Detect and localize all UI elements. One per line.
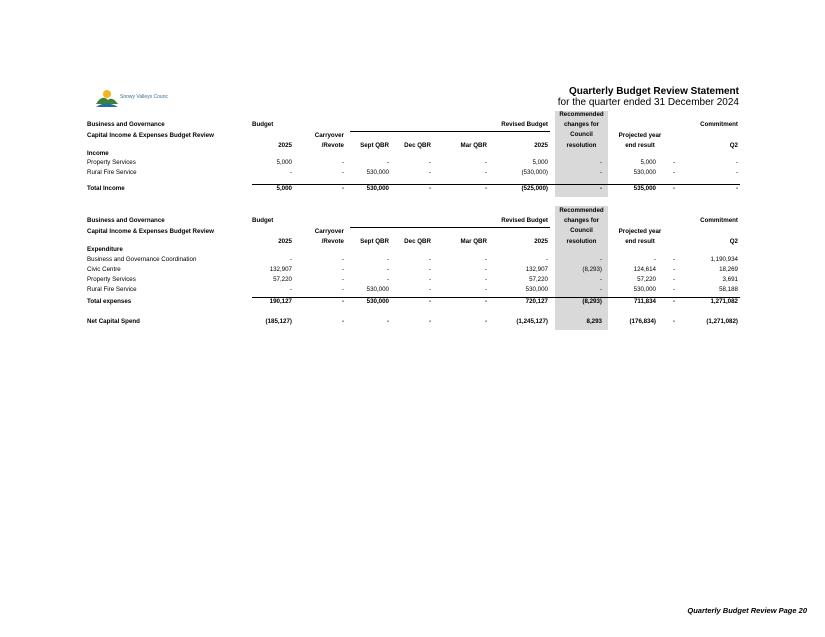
cell-sept: - (386, 266, 389, 273)
cell-budget: - (289, 286, 292, 293)
cell-revised: - (545, 256, 548, 263)
cell-sept: 530,000 (366, 169, 389, 176)
year-header: 2025 (534, 142, 548, 149)
cell-proj: 57,220 (637, 276, 656, 283)
projected-header: Projected year (618, 228, 662, 235)
cell-dec: - (428, 169, 431, 176)
cell-sept: - (386, 276, 389, 283)
recommended-header: Recommended (559, 207, 604, 214)
row-label: Property Services (87, 276, 136, 283)
row-label: Total Income (87, 185, 125, 192)
row-label: Rural Fire Service (87, 169, 137, 176)
row-label: Civic Centre (87, 266, 121, 273)
year-header: 2025 (534, 238, 548, 245)
cell-commit: - (735, 169, 738, 176)
row-label: Net Capital Spend (87, 318, 140, 325)
cell-commit: (1,271,082) (706, 318, 738, 325)
council-header: Council (570, 131, 593, 138)
group-label: Expenditure (87, 246, 123, 253)
cell-dec: - (428, 159, 431, 166)
cell-carry: - (341, 169, 344, 176)
recommended-header: Recommended (559, 111, 604, 118)
cell-sept: 530,000 (366, 298, 389, 305)
commitment-header: Commitment (700, 217, 738, 224)
page-title: Quarterly Budget Review Statement (568, 86, 739, 97)
page-subtitle: for the quarter ended 31 December 2024 (557, 97, 739, 108)
resolution-header: resolution (566, 142, 597, 149)
dec-qbr-header: Dec QBR (404, 142, 431, 149)
cell-dash: - (672, 286, 676, 293)
row-label: Total expenses (87, 298, 132, 305)
cell-dash: - (672, 266, 676, 273)
cell-carry: - (341, 159, 344, 166)
budget-header: Budget (252, 217, 274, 224)
cell-sept: - (386, 256, 389, 263)
revised-budget-header: Revised Budget (501, 121, 548, 128)
q2-header: Q2 (729, 238, 738, 245)
cell-dec: - (428, 266, 431, 273)
cell-mar: - (484, 286, 487, 293)
cell-budget: 5,000 (276, 185, 292, 192)
logo-wordmark: Snowy Valleys Council (120, 94, 168, 100)
page-footer: Quarterly Budget Review Page 20 (687, 606, 807, 615)
cell-revised: 720,127 (525, 298, 548, 305)
cell-dec: - (428, 256, 431, 263)
cell-proj: 124,614 (633, 266, 656, 273)
cell-commit: - (735, 185, 738, 192)
section-title: Business and Governance (87, 217, 165, 224)
cell-mar: - (484, 159, 487, 166)
budget-header: Budget (252, 121, 274, 128)
row-label: Rural Fire Service (87, 286, 137, 293)
subsection-title: Capital Income & Expenses Budget Review (87, 132, 214, 139)
sept-qbr-header: Sept QBR (360, 142, 389, 149)
cell-dec: - (428, 318, 431, 325)
cell-commit: - (735, 159, 738, 166)
cell-revised: (1,245,127) (516, 318, 548, 325)
cell-carry: - (341, 286, 344, 293)
cell-dash: - (672, 159, 676, 166)
cell-revised: 132,907 (525, 266, 548, 273)
cell-proj: 711,834 (633, 298, 656, 305)
cell-rec: (8,293) (582, 266, 602, 273)
cell-proj: 530,000 (633, 169, 656, 176)
cell-sept: - (386, 159, 389, 166)
end-result-header: end result (625, 238, 655, 245)
cell-carry: - (341, 298, 344, 305)
cell-dash: - (672, 185, 676, 192)
council-logo (96, 88, 168, 112)
revote-header: /Revote (321, 238, 344, 245)
cell-mar: - (484, 298, 487, 305)
cell-commit: 18,269 (719, 266, 738, 273)
cell-rec: - (599, 276, 602, 283)
cell-carry: - (341, 266, 344, 273)
cell-rec: - (599, 159, 602, 166)
cell-proj: (176,834) (629, 318, 656, 325)
carryover-header: Carryover (314, 228, 344, 235)
commitment-header: Commitment (700, 121, 738, 128)
cell-proj: 535,000 (633, 185, 656, 192)
cell-dash: - (672, 276, 676, 283)
cell-mar: - (484, 169, 487, 176)
recommended-header: changes for (563, 121, 600, 128)
cell-dec: - (428, 286, 431, 293)
cell-mar: - (484, 266, 487, 273)
cell-budget: (185,127) (265, 318, 292, 325)
cell-dec: - (428, 298, 431, 305)
cell-rec: 8,293 (586, 318, 602, 325)
divider (350, 227, 550, 228)
cell-proj: 5,000 (640, 159, 656, 166)
cell-mar: - (484, 318, 487, 325)
cell-budget: 132,907 (269, 266, 292, 273)
cell-dash: - (672, 169, 676, 176)
cell-budget: 190,127 (269, 298, 292, 305)
carryover-header: Carryover (314, 132, 344, 139)
cell-carry: - (341, 185, 344, 192)
recommended-header: changes for (563, 217, 600, 224)
cell-carry: - (341, 256, 344, 263)
cell-rec: (8,293) (582, 298, 602, 305)
section-title: Business and Governance (87, 121, 165, 128)
cell-sept: 530,000 (366, 286, 389, 293)
cell-revised: 530,000 (525, 286, 548, 293)
year-header: 2025 (278, 142, 292, 149)
projected-header: Projected year (618, 132, 662, 139)
cell-budget: - (289, 169, 292, 176)
mar-qbr-header: Mar QBR (460, 142, 487, 149)
cell-sept: - (386, 318, 389, 325)
cell-commit: 1,271,082 (710, 298, 738, 305)
q2-header: Q2 (729, 142, 738, 149)
cell-rec: - (599, 169, 602, 176)
cell-commit: 3,691 (722, 276, 738, 283)
cell-revised: 5,000 (532, 159, 548, 166)
cell-carry: - (341, 276, 344, 283)
year-header: 2025 (278, 238, 292, 245)
cell-revised: (530,000) (521, 169, 548, 176)
row-label: Business and Governance Coordination (87, 256, 197, 263)
cell-dash: - (672, 256, 676, 263)
sept-qbr-header: Sept QBR (360, 238, 389, 245)
cell-sept: 530,000 (366, 185, 389, 192)
cell-mar: - (484, 276, 487, 283)
subsection-title: Capital Income & Expenses Budget Review (87, 228, 214, 235)
cell-revised: 57,220 (529, 276, 548, 283)
group-label: Income (87, 150, 109, 157)
resolution-header: resolution (566, 238, 597, 245)
revised-budget-header: Revised Budget (501, 217, 548, 224)
council-header: Council (570, 227, 593, 234)
end-result-header: end result (625, 142, 655, 149)
cell-rec: - (599, 286, 602, 293)
cell-rec: - (599, 256, 602, 263)
cell-commit: 1,190,934 (710, 256, 738, 263)
cell-revised: (525,000) (521, 185, 548, 192)
cell-dash: - (672, 298, 676, 305)
cell-dec: - (428, 185, 431, 192)
cell-proj: - (653, 256, 656, 263)
cell-budget: - (289, 256, 292, 263)
mar-qbr-header: Mar QBR (460, 238, 487, 245)
cell-dash: - (672, 318, 676, 325)
cell-mar: - (484, 256, 487, 263)
cell-commit: 58,188 (719, 286, 738, 293)
cell-proj: 530,000 (633, 286, 656, 293)
cell-mar: - (484, 185, 487, 192)
cell-budget: 5,000 (276, 159, 292, 166)
cell-budget: 57,220 (273, 276, 292, 283)
row-label: Property Services (87, 159, 136, 166)
cell-dec: - (428, 276, 431, 283)
cell-carry: - (341, 318, 344, 325)
divider (350, 131, 550, 132)
revote-header: /Revote (321, 142, 344, 149)
cell-rec: - (599, 185, 602, 192)
dec-qbr-header: Dec QBR (404, 238, 431, 245)
